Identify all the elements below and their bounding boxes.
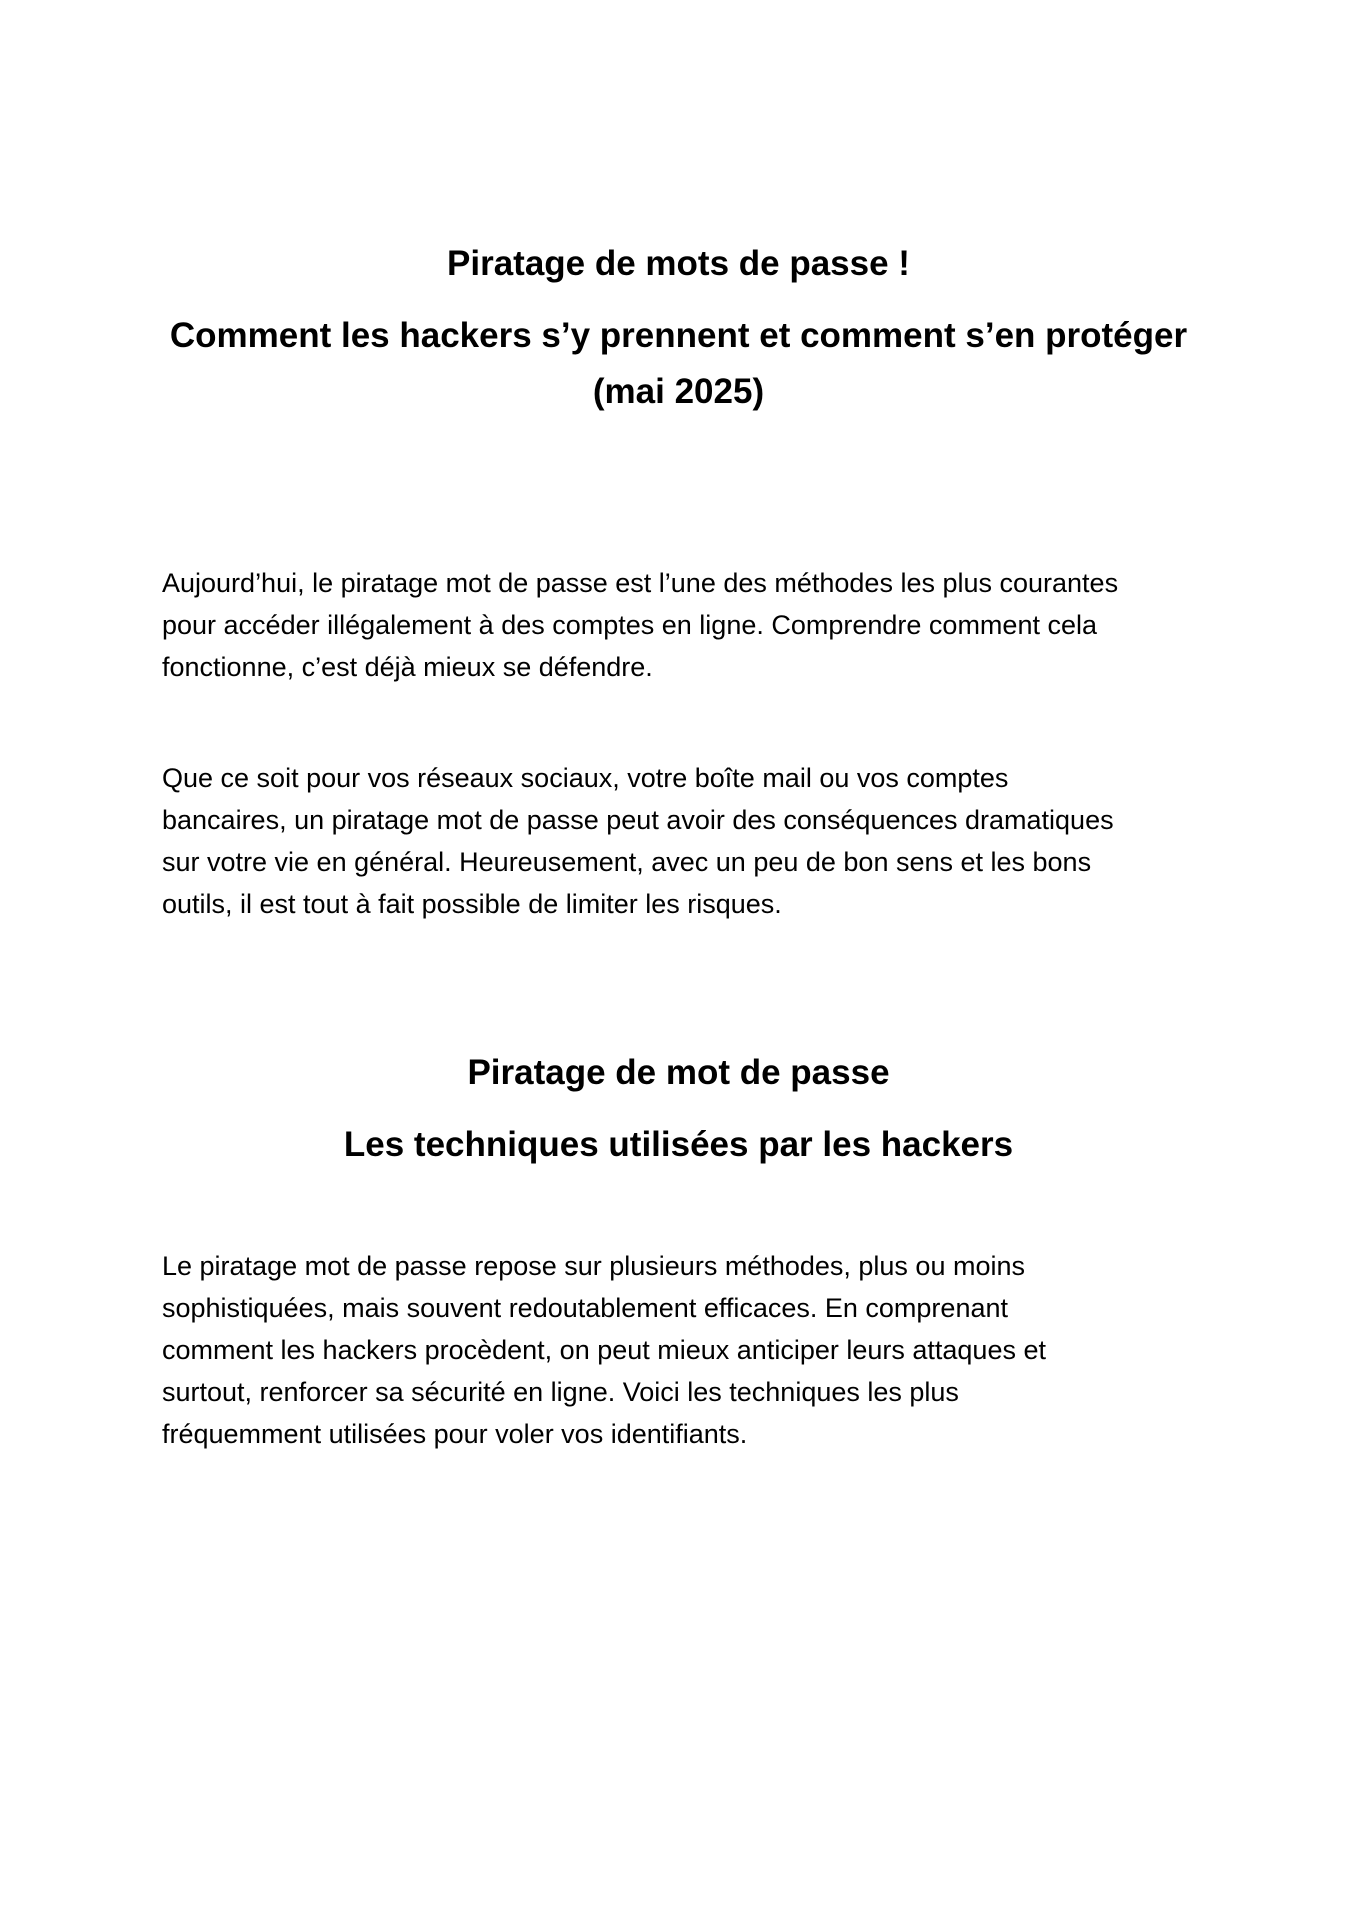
section-subheading: Les techniques utilisées par les hackers — [343, 1125, 1014, 1164]
section-heading: Piratage de mot de passe — [467, 1053, 890, 1092]
section-paragraph — [162, 1245, 1222, 1455]
paragraph-line: sophistiquées, mais souvent redoutablement efficaces. En comprenant — [162, 1293, 1008, 1323]
paragraph-line: Le piratage mot de passe repose sur plusieurs méthodes, plus ou moins — [162, 1251, 1025, 1281]
intro-paragraph-2 — [162, 757, 1222, 925]
paragraph-line: outils, il est tout à fait possible de limiter les risques. — [162, 889, 782, 919]
intro-paragraph-1 — [162, 562, 1222, 688]
document-date: (mai 2025) — [592, 372, 765, 411]
paragraph-line: bancaires, un piratage mot de passe peut avoir des conséquences dramatiques — [162, 805, 1114, 835]
paragraph-line: sur votre vie en général. Heureusement, avec un peu de bon sens et les bons — [162, 847, 1092, 877]
document-title: Piratage de mots de passe ! — [447, 244, 910, 283]
paragraph-line: comment les hackers procèdent, on peut mieux anticiper leurs attaques et — [162, 1335, 1046, 1365]
paragraph-line: Aujourd’hui, le piratage mot de passe est l’une des méthodes les plus courantes — [162, 568, 1119, 598]
document-subtitle: Comment les hackers s’y prennent et comment s’en protéger — [169, 316, 1188, 355]
paragraph-line: fréquemment utilisées pour voler vos identifiants. — [162, 1419, 748, 1449]
paragraph-line: pour accéder illégalement à des comptes en ligne. Comprendre comment cela — [162, 610, 1097, 640]
paragraph-line: Que ce soit pour vos réseaux sociaux, votre boîte mail ou vos comptes — [162, 763, 1009, 793]
paragraph-line: surtout, renforcer sa sécurité en ligne. Voici les techniques les plus — [162, 1377, 959, 1407]
paragraph-line: fonctionne, c’est déjà mieux se défendre. — [162, 652, 653, 682]
